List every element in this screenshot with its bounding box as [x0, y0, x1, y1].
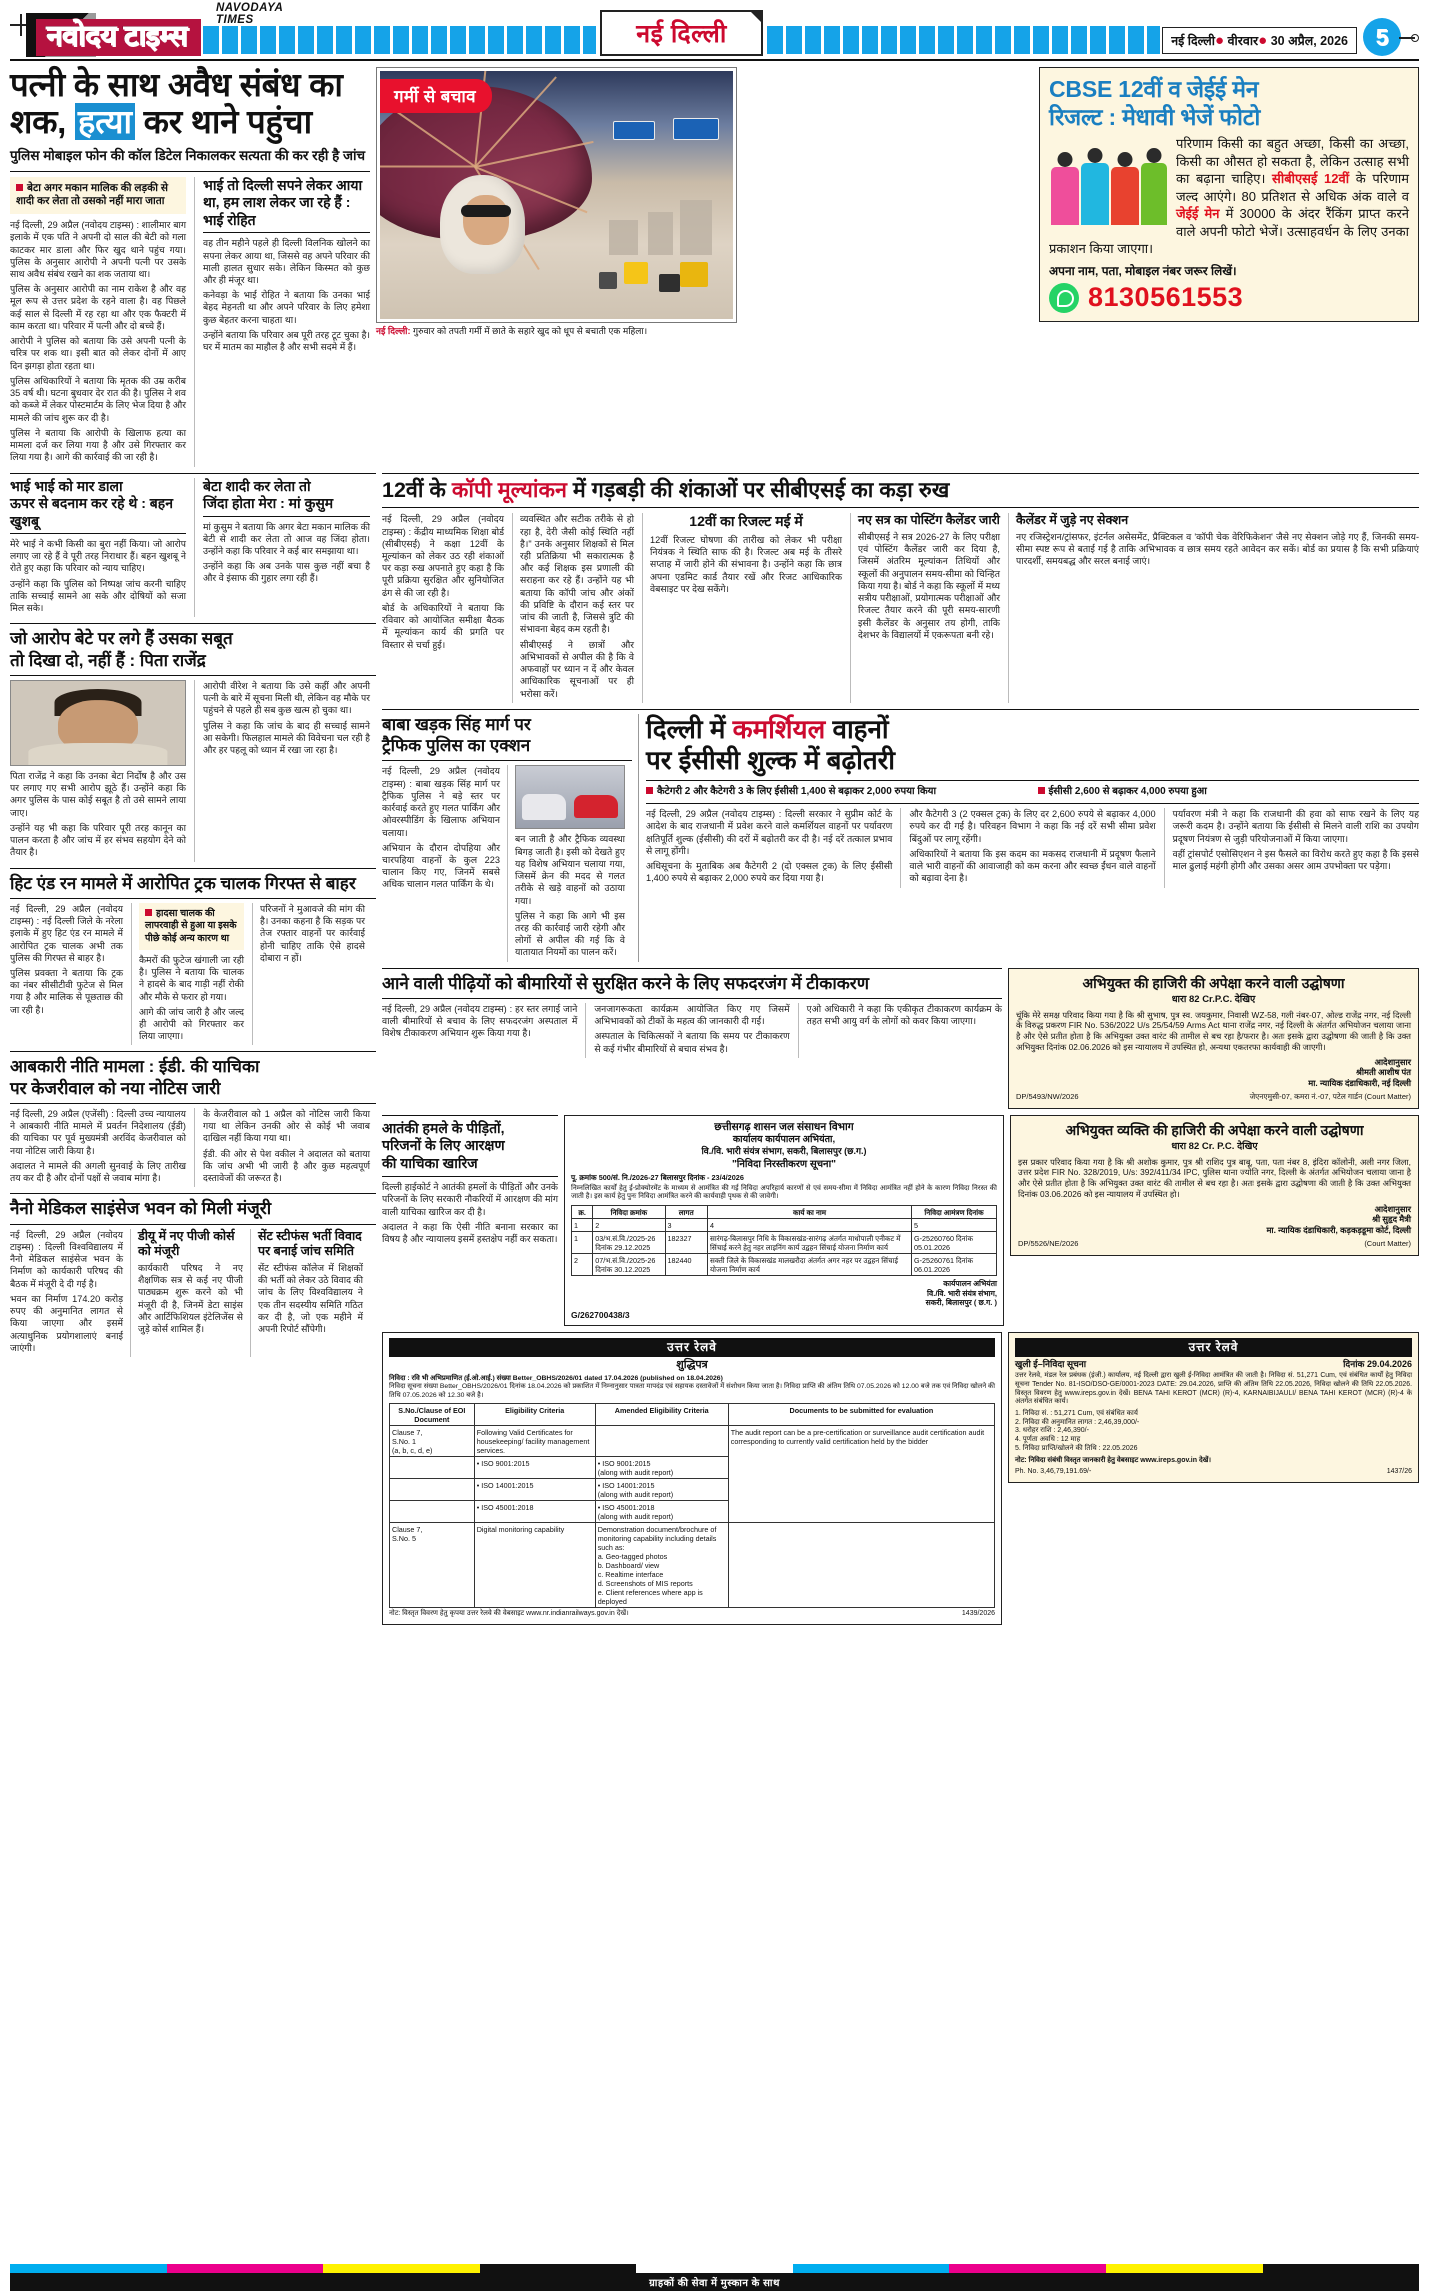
dateline-city: नई दिल्ली	[1171, 34, 1216, 48]
tender-cg-ref: G/262700438/3	[571, 1309, 630, 1320]
cbse-ad-title-line1: CBSE 12वीं व जेईई मेन	[1049, 76, 1259, 102]
cmyk-black-2	[1263, 2264, 1420, 2273]
photo-badge: गर्मी से बचाव	[380, 79, 492, 113]
baba-col2: बन जाती है और ट्रैफिक व्यवस्था बिगड़ जाती है। इसी को देखते हुए यह विशेष अभियान चलाया गया, जिसमें क्रेन की मदद से गलत तरीके से खड़े वाहनों को उठाया गया। पुलिस ने कहा कि आगे भी इस तरह की कार्रवाई जारी रहेगी और लोगों से अपील की गई कि वे यातायात नियमों का पालन करें।	[515, 834, 625, 958]
hitrun-headline: हिट एंड रन मामले में आरोपित ट्रक चालक गिरफ्त से बाहर	[10, 873, 356, 893]
copy-eval-box-text: 12वीं रिजल्ट घोषणा की तारीख को लेकर भी परीक्षा नियंत्रक ने स्थिति साफ की है। रिजल्ट अब मई के तीसरे सप्ताह में जारी होने की संभावना है। उन्होंने कहा कि छात्र अपना एडमिट कार्ड तैयार रखें और रिजट आधिकारिक वेबसाइट पर देख सकेंगे।	[650, 534, 842, 594]
rth-0: S.No./Clause of EOI Document	[390, 1404, 475, 1426]
rail2-date: दिनांक 29.04.2026	[1343, 1359, 1412, 1370]
court1-sign-2: श्रीमती आशीष पंत	[1356, 1067, 1411, 1078]
rail1-table	[389, 1403, 995, 1608]
lead-headline-line1: पत्नी के साथ अवैध संबंध का	[10, 66, 343, 103]
auto-rickshaw-1	[624, 262, 649, 284]
right-wide-area	[382, 473, 1419, 1626]
left-column-stack	[10, 473, 376, 1626]
nano-col2-head: डीयू में नए पीजी कोर्स को मंजूरी	[138, 1228, 235, 1259]
photo-frame	[376, 67, 737, 323]
table-header-row	[390, 1404, 995, 1426]
auto-rickshaw-2	[680, 262, 708, 287]
nano-headline: नैनो मेडिकल साइंसेज भवन को मिली मंजूरी	[10, 1199, 272, 1219]
story-nano-medical	[10, 1193, 376, 1357]
vaccination-col2: जनजागरूकता कार्यक्रम आयोजित किए गए जिसमें अभिभावकों को टीकों के महत्व की जानकारी दी गई। अस्पताल के चिकित्सकों ने बताया कि समय पर टीकाकरण से कई गंभीर बीमारियों से बचाव संभव है।	[594, 1003, 790, 1054]
masthead-bars-right	[767, 26, 1160, 54]
father-quote-col2: आरोपी वीरेश ने बताया कि उसे कहीं और अपनी पत्नी के बारे में सूचना मिली थी, लेकिन वह मौके पर पहुंचने से पहले ही सब कुछ खत्म हो चुका था। पुलिस ने कहा कि जांच के बाद ही सच्चाई सामने आ सकेगी। फिलहाल मामले की विवेचना चल रही है और हर पहलू को ध्यान में रखा जा रहा है।	[203, 680, 370, 756]
tender-cg-line1: छत्तीसगढ़ शासन जल संसाधन विभाग	[714, 1120, 854, 1133]
lead-kicker-box	[10, 177, 186, 214]
student-figure-3	[1111, 167, 1139, 225]
rail1-line2: निविदा सूचना संख्या Better_OBHS/2026/01 दिनांक 18.04.2026 को प्रकाशित में निम्नानुसार पात्रता मापदंड एवं सहायक दस्तावेजों में संशोधन किया जाता है। निविदा प्राप्ति की अंतिम तिथि 07.05.2026 को 12.00 बजे तक एवं निविदा खोलने की तिथि 07.05.2026 को 12.30 बजे है।	[389, 1383, 995, 1399]
court2-body: इस प्रकार परिवाद किया गया है कि श्री अशोक कुमार, पुत्र श्री राशिद पुत्र बाबू, पता, पता नंबर 8, इंदिरा कॉलोनी, अली नगर जिला, उत्तर प्रदेश FIR No. 328/2019, U/s: 392/411/34 IPC, पुलिस थाना ज्योति नगर, दिल्ली के अंतर्गत अभियोजन चलाया जाना है और ऐसे प्रतीत होता है कि अभियुक्त उक्त वारंट की तामील से बच रहा है। अतः इसके द्वारा उद्घोषणा की जाती है कि उक्त अभियुक्त दिनांक 03.06.2026 को इस न्यायालय में उपस्थित हो।	[1018, 1156, 1411, 1199]
rail1-ref2: 1439/2026	[961, 1610, 995, 1618]
excise-col1: नई दिल्ली, 29 अप्रैल (एजेंसी) : दिल्ली उच्च न्यायालय ने आबकारी नीति मामले में प्रवर्तन निदेशालय (ईडी) की याचिका पर पूर्व मुख्यमंत्री अरविंद केजरीवाल को नया नोटिस जारी किया है। अदालत ने मामले की अगली सुनवाई के लिए तारीख तय कर दी है और दोनों पक्षों से जवाब मांगा है।	[10, 1108, 186, 1184]
table-colnum-row: 1 2 3 4 5	[572, 1219, 997, 1232]
students-illustration	[1049, 137, 1169, 225]
whatsapp-icon	[1049, 283, 1079, 313]
court2-sign-2: श्री सुहृद मैत्री	[1372, 1214, 1411, 1225]
tender-cg-wrap	[564, 1115, 1004, 1326]
court1-sign-3: मा. न्यायिक दंडाधिकारी, नई दिल्ली	[1308, 1078, 1411, 1089]
dateline-day: वीरवार	[1227, 34, 1259, 48]
table-row: • ISO 9001:2015 • ISO 9001:2015 (along with audit report)	[390, 1457, 995, 1479]
top-block	[10, 67, 1419, 467]
rail1-title: उत्तर रेलवे	[389, 1338, 995, 1357]
table-row: Clause 7, S.No. 5 Digital monitoring capability Demonstration document/brochure of monitoring capability including details such as: a. Geo-tagged photos b. Dashboard/ view c. Realtime interface d. Screenshots of MIS reports e. Client references where app is deployed	[390, 1523, 995, 1608]
dateline: नई दिल्ली● वीरवार● 30 अप्रैल, 2026	[1162, 27, 1357, 54]
rail-advertisement-2[interactable]	[1008, 1332, 1419, 1483]
lead-story	[10, 67, 370, 467]
cbse-ad-title-line2: रिजल्ट : मेधावी भेजें फोटो	[1049, 103, 1261, 130]
lead-headline-highlight: हत्या	[75, 103, 135, 140]
nano-col2: कार्यकारी परिषद ने नए शैक्षणिक सत्र से कई नए पीजी पाठ्यक्रम शुरू करने को भी मंजूरी दी है, जिनमें डेटा साइंस और आर्टिफिशियल इंटेलिजेंस से जुड़े कोर्स शामिल हैं।	[138, 1262, 243, 1335]
nano-col3-head: सेंट स्टीफंस भर्ती विवाद पर बनाई जांच समिति	[258, 1228, 362, 1259]
rail-ad-1-wrap	[382, 1332, 1002, 1625]
copy-eval-side2-title: कैलेंडर में जुड़े नए सेक्शन	[1016, 513, 1129, 528]
fourth-row	[382, 968, 1419, 1109]
table-row: 1 03/भ.सं.वि./2025-26 दिनांक 29.12.2025 182327 सारंगढ़-बिलासपुर निधि के विकासखंड-सारंगढ़ अंतर्गत माधोपाली एनीकट में सिंचाई करने हेतु नहर लाइनिंग कार्य उद्वहन सिंचाई योजना निर्माण कार्य G-25260760 दिनांक 05.01.2026	[572, 1232, 997, 1254]
hitrun-kicker: हादसा चालक की लापरवाही से हुआ या इसके पीछे कोई अन्य कारण था	[139, 903, 244, 950]
story-excise-policy	[10, 1051, 376, 1187]
copy-eval-side2-text: नए रजिस्ट्रेशन/ट्रांसफर, इंटर्नल असेसमेंट, प्रैक्टिकल व 'कॉपी चेक वेरिफिकेशन' जैसे नए सेक्शन जोड़े गए हैं, जिनकी समय-सीमा स्पष्ट रूप से बताई गई है ताकि अभिभावक व छात्र समय रहते आवेदन कर सकें। बोर्ड का प्रयास है कि सभी प्रक्रियाएं पारदर्शी, समयबद्ध और सरल बनाई जाएं।	[1016, 531, 1419, 567]
footer-slogan: ग्राहकों की सेवा में मुस्कान के साथ	[10, 2273, 1419, 2291]
masthead	[10, 2, 1419, 56]
table-row: • ISO 45001:2018 • ISO 45001:2018 (along with audit report)	[390, 1501, 995, 1523]
masthead-bars-left	[203, 26, 596, 54]
terror-headline: आतंकी हमले के पीड़ितों, परिजनों के लिए आरक्षण की याचिका खारिज	[382, 1119, 505, 1171]
tender-cg-sign-3: सकरी, बिलासपुर ( छ.ग. )	[925, 1298, 997, 1308]
cmyk-yellow	[323, 2264, 480, 2273]
logo-english-name: NAVODAYA TIMES	[216, 2, 283, 26]
logo-hindi-name: नवोदय टाइम्स	[36, 19, 201, 56]
tender-cg-sign-1: कार्यपालन अभियंता	[943, 1279, 997, 1289]
rail2-title: उत्तर रेलवे	[1015, 1338, 1412, 1357]
tender-cg-line4: "निविदा निरस्तीकरण सूचना"	[732, 1158, 836, 1170]
photo-caption	[376, 326, 737, 338]
page-tick-marks	[1403, 18, 1419, 56]
copy-eval-col1: नई दिल्ली, 29 अप्रैल (नवोदय टाइम्स) : केंद्रीय माध्यमिक शिक्षा बोर्ड (सीबीएसई) ने कक्षा 12वीं के मूल्यांकन को लेकर उठ रही शंकाओं पर कड़ा रुख अपनाते हुए कहा है कि पूरी प्रक्रिया सुरक्षित और सुनियोजित ढंग से की जा रही है। बोर्ड के अधिकारियों ने बताया कि रविवार को आयोजित समीक्षा बैठक में मूल्यांकन कार्य की प्रगति पर विस्तार से चर्चा हुई।	[382, 514, 504, 650]
table-row: Clause 7, S.No. 1 (a, b, c, d, e) Following Valid Certificates for housekeeping/ facility management services. The audit report can be a pre-certification or surveillance audit certification audit corresponding to currently valid certification held by the bidder	[390, 1426, 995, 1457]
court1-body: चूंकि मेरे समक्ष परिवाद किया गया है कि श्री सुभाष, पुत्र स्व. जयकुमार, निवासी WZ-58, गली नंबर-07, ओल्ड राजेंद्र नगर, नई दिल्ली के विरुद्ध प्रकरण FIR No. 536/2022 U/s 25/54/59 Arms Act थाना राजेंद्र नगर, नई दिल्ली के अंतर्गत अभियोजन चलाया जाना है और ऐसे प्रतीत होता है कि अभियुक्त उक्त वारंट की तामील से बच रहा है/फरार है। अतः इसके द्वारा उद्घोषणा की जाती है कि उक्त अभियुक्त दिनांक 02.06.2026 को इस न्यायालय में उपस्थित हो, अन्यथा एकतरफा कार्यवाही की जाएगी।	[1016, 1009, 1411, 1052]
whatsapp-number[interactable]: 8130561553	[1088, 282, 1244, 313]
third-row	[382, 709, 1419, 962]
copy-eval-side1-text: सीबीएसई ने सत्र 2026-27 के लिए परीक्षा एवं पोस्टिंग कैलेंडर जारी कर दिया है, जिसमें अंतरिम मूल्यांकन तिथियों और स्कूलों की अनुपालन समय-सीमा को चिन्हित किया गया है। बोर्ड ने कहा कि स्कूलों में मध्य सत्रीय परीक्षाओं, प्रयोगात्मक परीक्षाओं और रिजल्ट तैयार करने की पूरी समय-सारणी इसी कैलेंडर के अनुसार तय होगी, ताकि देशभर के विद्यालयों में एकरूपता बनी रहे।	[858, 531, 1000, 640]
photo-caption-text: गुरुवार को तपती गर्मी में छाते के सहारे खुद को धूप से बचाती एक महिला।	[413, 326, 648, 336]
student-figure-2	[1081, 163, 1109, 225]
tender-cg-table	[571, 1205, 997, 1276]
cmyk-magenta-2	[949, 2264, 1106, 2273]
rth-2: Amended Eligibility Criteria	[595, 1404, 728, 1426]
court2-title: अभियुक्त व्यक्ति की हाजिरी की अपेक्षा करने वाली उद्घोषणा	[1065, 1121, 1364, 1138]
rail1-line1: निविदा : रवि भी अभिप्रमाणित (ई.ओ.आई.) संख्या Better_OBHS/2026/01 dated 17.04.2026 (published on 18.04.2026)	[389, 1374, 723, 1382]
top-right-block	[743, 67, 1419, 467]
road-sign-1	[613, 121, 655, 141]
rail2-note: नोट: निविदा संबंधी विस्तृत जानकारी हेतु वेबसाइट www.ireps.gov.in देखें।	[1015, 1456, 1212, 1464]
rail2-lines: 1. निविदा सं. : 51,271 Cum, एवं संबंधित कार्य 2. निविदा की अनुमानित लागत : 2,46,39,000/- 3. धरोहर राशि : 2,46,390/- 4. पूर्णता अवधि : 12 माह 5. निविदा प्राप्ति/खोलने की तिथि : 22.05.2026	[1015, 1409, 1140, 1452]
cbse-ad-red-2: जेईई मेन	[1176, 206, 1220, 222]
rail1-sub: शुद्धिपत्र	[676, 1359, 708, 1372]
tender-cg-note: निम्नलिखित कार्यों हेतु ई-प्रोक्योरमेंट के माध्यम से आमंत्रित की गई निविदा अपरिहार्य कारणों से एवं समय-सीमा में निविदा आमंत्रित नहीं होने के कारण निविदा निरस्त की जाती है। इस कार्य हेतु पुनः निविदा आमंत्रित करने की कार्यवाही पृथक से की जावेगी।	[571, 1184, 997, 1201]
rail2-ref: 1437/26	[1386, 1468, 1412, 1476]
lead-col2: वह तीन महीने पहले ही दिल्ली विलनिक खोलने का सपना लेकर आया था, जिससे वह अपने परिवार की माली हालत सुधार सके। लेकिन किस्मत को कुछ और ही मंजूर था। कनेवड़ा के भाई रोहित ने बताया कि उनका भाई बेहद मेहनती था और अपने परिवार के लिए हमेशा कुछ बेहतर करना चाहता था। उन्होंने बताया कि परिवार अब पूरी तरह टूट चुका है। घर में मातम का माहौल है और सभी सदमे में हैं।	[203, 238, 370, 353]
student-figure-1	[1051, 167, 1079, 225]
whatsapp-row[interactable]	[1049, 282, 1409, 313]
bullet-square-icon	[16, 184, 23, 191]
court1-sub: धारा 82 Cr.P.C. देखिए	[1171, 994, 1256, 1006]
story-terror-reservation	[382, 1115, 558, 1326]
rail2-body: उत्तर रेलवे, मंडल रेल प्रबंधक (इंजी.) कार्यालय, नई दिल्ली द्वारा खुली ई-निविदा आमंत्रित की जाती है। निविदा सं. 51,271 Cum, एवं संबंधित कार्यों हेतु निविदा सूचना Tender No. 81-ISO/DSO-GE/0001-2023 DATE: 29.04.2026, प्राप्ति की अंतिम तिथि 22.05.2026, निविदा खोलने की तिथि 22.05.2026. विस्तृत विवरण हेतु www.ireps.gov.in देखें। BENA TAHI KEROT (MCR) (R)-4, KARNAIBIJAULI/ BENA TAHI KEROT (MCR) (R)-4 के अंतर्गत संबंधित कार्य।	[1015, 1372, 1412, 1406]
road-sign-2	[673, 118, 719, 140]
vaccination-col3: एओ अधिकारी ने कहा कि एकीकृत टीकाकरण कार्यक्रम के तहत सभी आयु वर्ग के लोगों को कवर किया जाएगा।	[806, 1003, 1002, 1027]
court2-sign-3: मा. न्यायिक दंडाधिकारी, कड़कड़डूमा कोर्ट, दिल्ली	[1266, 1225, 1411, 1236]
th-4: निविदा आमंत्रण दिनांक	[912, 1206, 997, 1219]
copy-eval-box-title: 12वीं का रिजल्ट मई में	[689, 513, 803, 530]
rail2-sub: खुली ई–निविदा सूचना	[1015, 1359, 1087, 1370]
ecc-bullet-2: ईसीसी 2,600 से बढ़ाकर 4,000 रुपया हुआ	[1038, 785, 1420, 798]
court2-sign-1: आदेशानुसार	[1374, 1203, 1411, 1214]
th-1: निविदा क्रमांक	[593, 1206, 665, 1219]
nano-col3: सेंट स्टीफंस कॉलेज में शिक्षकों की भर्ती को लेकर उठे विवाद की जांच के लिए विश्वविद्यालय ने एक तीन सदस्यीय समिति गठित कर दी है, जो एक महीने में अपनी रिपोर्ट सौंपेगी।	[258, 1262, 363, 1335]
subhead-col-b: बेटा शादी कर लेता तो जिंदा होता मेरा : मां कुसुम	[203, 477, 334, 512]
dateline-date: 30 अप्रैल, 2026	[1270, 34, 1348, 48]
masthead-logo	[36, 2, 283, 56]
story-father-quote	[10, 623, 376, 861]
copy-eval-headline: 12वीं के कॉपी मूल्यांकन में गड़बड़ी की शंकाओं पर सीबीएसई का कड़ा रुख	[382, 477, 950, 502]
cbse-ad-wrap	[1039, 67, 1419, 467]
woman-face	[463, 195, 509, 245]
page-number: 5	[1363, 18, 1401, 56]
copy-eval-side1-title: नए सत्र का पोस्टिंग कैलेंडर जारी	[858, 513, 1000, 528]
court-notice-1[interactable]	[1008, 968, 1419, 1109]
th-2: लागत	[665, 1206, 708, 1219]
cbse-ad-body	[1049, 135, 1409, 258]
sunglasses-shape	[461, 205, 510, 217]
tender-cg-sign-2: वि./वि. भारी संयंत्र संभाग,	[927, 1288, 997, 1298]
court1-title: अभियुक्त की हाजिरी की अपेक्षा करने वाली उद्घोषणा	[1082, 974, 1345, 991]
lead-col1: नई दिल्ली, 29 अप्रैल (नवोदय टाइम्स) : शालीमार बाग इलाके में एक पति ने अपनी दो साल की बेटी को गला काटकर मार डाला और फिर खुद थाने पहुंच गया। पुलिस के अनुसार आरोपी ने अपनी पत्नी पर उसके साथ अवैध संबंध रखने का शक जताया था। पुलिस के अनुसार आरोपी का नाम राकेश है और वह मूल रूप से उत्तर प्रदेश के रहने वाला है। वह पिछले कई साल से दिल्ली में रह रहा था और एक फैक्टरी में काम करता था। परिवार में पत्नी और दो बच्चे हैं। आरोपी ने पुलिस को बताया कि उसे अपनी पत्नी के चरित्र पर शक था। इसी बात को लेकर दोनों में आए दिन झगड़ा होता रहता था। पुलिस अधिकारियों ने बताया कि मृतक की उम्र करीब 35 वर्ष थी। घटना बुधवार देर रात की है। पुलिस ने शव को कब्जे में लेकर पोस्टमार्टम के लिए भेज दिया है और मामले की जांच शुरू कर दी है। पुलिस ने बताया कि आरोपी के खिलाफ हत्या का मामला दर्ज कर लिया गया है और उसे गिरफ्तार कर लिया गया है। आगे की कार्रवाई की जा रही है।	[10, 220, 186, 463]
vaccination-and-terror	[382, 968, 1002, 1109]
vaccination-col1: नई दिल्ली, 29 अप्रैल (नवोदय टाइम्स) : हर स्तर लगाई जाने वाली बीमारियों से बचाव के लिए सफदरजंग अस्पताल में विशेष टीकाकरण अभियान शुरू किया गया है।	[382, 1003, 578, 1039]
cbse-ad-text-a: परिणाम किसी का बहुत अच्छा, किसी का अच्छा, किसी का औसत हो सकता है, लेकिन उत्साह सभी का बढ़ाना चाहिए।	[1176, 136, 1409, 187]
tender-cg-line5: पू. क्रमांक 500/सं. नि./2026-27 बिलासपुर दिनांक - 23/4/2026	[571, 1173, 744, 1183]
court2-sub: धारा 82 Cr. P.C. देखिए	[1171, 1141, 1258, 1153]
story-hit-and-run	[10, 868, 376, 1046]
court1-sign-1: आदेशानुसार	[1374, 1056, 1411, 1067]
rail2-phone: Ph. No. 3,46,79,191.69/-	[1015, 1468, 1092, 1476]
table-row: • ISO 14001:2015 • ISO 14001:2015 (along with audit report)	[390, 1479, 995, 1501]
cbse-ad-text-c: में 30000 के अंदर रैंकिंग प्राप्त करने वाले अपनी फोटो भेजें। उत्साहवर्धन के लिए उनका प्रकाशन किया जाएगा।	[1049, 206, 1409, 257]
excise-col2: के केजरीवाल को 1 अप्रैल को नोटिस जारी किया गया था लेकिन उनकी ओर से कोई भी जवाब दाखिल नहीं किया गया था। ईडी. की ओर से पेश वकील ने अदालत को बताया कि जांच अभी भी जारी है और कुछ महत्वपूर्ण दस्तावेजों की जरूरत है।	[203, 1108, 370, 1184]
terror-col: दिल्ली हाईकोर्ट ने आतंकी हमलों के पीड़ितों और उनके परिजनों के लिए सरकारी नौकरियों में आरक्षण की मांग वाली याचिका खारिज कर दी है। अदालत ने कहा कि ऐसी नीति बनाना सरकार का विषय है और न्यायालय इसमें हस्तक्षेप नहीं कर सकता।	[382, 1182, 558, 1245]
cmyk-yellow-2	[1106, 2264, 1263, 2273]
cbse-ad-red-1: सीबीएसई 12वीं	[1272, 171, 1350, 187]
lead-kicker-text: बेटा अगर मकान मालिक की लड़की से शादी कर लेता तो उसको नहीं मारा जाता	[16, 181, 168, 208]
city-edition-label: नई दिल्ली	[636, 20, 727, 48]
cmyk-cyan	[10, 2264, 167, 2273]
tender-cg-line3: वि./वि. भारी संयंत्र संभाग, सकरी, बिलासपुर (छ.ग.)	[701, 1145, 867, 1156]
rail1-footer: नोट: विस्तृत विवरण हेतु कृपया उत्तर रेलवे की वेबसाइट www.nr.indianrailways.gov.in देखें।	[389, 1610, 629, 1618]
city-edition-tab	[600, 10, 763, 56]
bullet-square-icon	[646, 787, 653, 794]
rth-3: Documents to be submitted for evaluation	[728, 1404, 994, 1426]
th-3: कार्य का नाम	[708, 1206, 912, 1219]
tender-cg-line2: कार्यालय कार्यपालन अभियंता,	[732, 1133, 836, 1145]
lead-subhead: पुलिस मोबाइल फोन की कॉल डिटेल निकालकर सत्यता की कर रही है जांच	[10, 147, 366, 163]
rth-1: Eligibility Criteria	[474, 1404, 595, 1426]
copy-eval-col2: व्यवस्थित और सटीक तरीके से हो रहा है, देरी जैसी कोई स्थिति नहीं है।" उनके अनुसार शिक्षकों से मिल रही प्रतिक्रिया भी सकारात्मक है और कई शिक्षक इस प्रणाली की सराहना कर रहे हैं। उन्होंने यह भी बताया कि कॉपी जांच और अंकों की प्रविष्टि के दौरान कई स्तर पर जांच की जाती है, जिससे त्रुटि की संभावना बेहद कम रहती है। सीबीएसई ने छात्रों और अभिभावकों से अपील की है कि वे अफवाहों पर ध्यान न दें और केवल आधिकारिक सूचनाओं पर ही भरोसा करें।	[520, 514, 634, 699]
court1-ref: DP/5493/NW/2026	[1016, 1091, 1079, 1101]
heat-protection-photo	[380, 71, 733, 319]
lead-headline	[10, 67, 370, 141]
lead-col2-headline: भाई तो दिल्ली सपने लेकर आया था, हम लाश लेकर जा रहे हैं : भाई रोहित	[203, 176, 363, 228]
court-notice-1-wrap	[1008, 968, 1419, 1109]
table-row: 2 07/भ.सं.वि./2025-26 दिनांक 30.12.2025 182440 सक्ती जिले के विकासखंड मालखरौदा अंतर्गत अगर नहर पर उद्वहन सिंचाई योजना निर्माण कार्य G-25260761 दिनांक 06.01.2026	[572, 1254, 997, 1276]
subhead-col-a: भाई भाई को मार डाला ऊपर से बदनाम कर रहे थे : बहन खुशबू	[10, 477, 173, 529]
th-0: क्र.	[572, 1206, 593, 1219]
traffic-action-photo	[515, 765, 625, 829]
subhead-col-a-text: मेरे भाई ने कभी किसी का बुरा नहीं किया। जो आरोप लगाए जा रहे हैं वे पूरी तरह निराधार हैं। बहन खुशबू ने रोते हुए कहा कि परिवार को न्याय चाहिए। उन्होंने कहा कि पुलिस को निष्पक्ष जांच करनी चाहिए ताकि सच्चाई सामने आ सके और दोषियों को सजा मिल सके।	[10, 539, 186, 614]
court-notice-2-wrap	[1010, 1115, 1419, 1326]
subhead-col-b-text: मां कुसुम ने बताया कि अगर बेटा मकान मालिक की बेटी से शादी कर लेता तो आज वह जिंदा होता। उन्होंने कहा कि परिवार ने कई बार समझाया था। उन्होंने कहा कि अब उनके पास कुछ नहीं बचा है और वे इंसाफ की गुहार लगा रही हैं।	[203, 521, 370, 584]
vaccination-headline: आने वाली पीढ़ियों को बीमारियों से सुरक्षित करने के लिए सफदरजंग में टीकाकरण	[382, 973, 870, 993]
excise-headline: आबकारी नीति मामला : ईडी. की याचिका पर केजरीवाल को नया नोटिस जारी	[10, 1057, 260, 1098]
baba-headline: बाबा खड़क सिंह मार्ग पर ट्रैफिक पुलिस का एक्शन	[382, 714, 531, 756]
hitrun-col3: परिजनों ने मुआवजे की मांग की है। उनका कहना है कि सड़क पर तेज रफ्तार वाहनों पर कार्रवाई होनी चाहिए ताकि ऐसे हादसे दोबारा न हों।	[260, 903, 365, 963]
cmyk-magenta	[167, 2264, 324, 2273]
photo-caption-lead: नई दिल्ली:	[376, 326, 411, 336]
court2-ref2: (Court Matter)	[1364, 1239, 1411, 1249]
tender-chhattisgarh[interactable]	[564, 1115, 1004, 1326]
lead-headline-line2: शक, हत्या कर थाने पहुंचा	[10, 102, 312, 140]
ecc-col2: और कैटेगरी 3 (2 एक्सल ट्रक) के लिए दर 2,600 रुपये से बढ़ाकर 4,000 रुपये कर दी गई है। परिवहन विभाग ने कहा कि नई दरें सभी सीमा प्रवेश बिंदुओं पर लागू रहेंगी। अधिकारियों ने बताया कि इस कदम का मकसद राजधानी में प्रदूषण फैलाने वाले भारी वाहनों की आवाजाही को कम करना और स्वच्छ ईंधन वाले वाहनों को बढ़ावा देना है।	[909, 809, 1156, 884]
story-vaccination	[382, 968, 1002, 1058]
story-copy-evaluation	[382, 473, 1419, 703]
sixth-row	[382, 1332, 1419, 1625]
cbse-ad-note: अपना नाम, पता, मोबाइल नंबर जरूर लिखें।	[1049, 264, 1237, 279]
cmyk-cyan-2	[793, 2264, 950, 2273]
fifth-row	[382, 1115, 1419, 1326]
lead-photo-block	[376, 67, 737, 467]
ecc-col3: पर्यावरण मंत्री ने कहा कि राजधानी की हवा को साफ रखने के लिए यह जरूरी कदम है। उन्होंने बताया कि ईसीसी से मिलने वाली राशि का उपयोग प्रदूषण नियंत्रण से जुड़ी परियोजनाओं में किया जाएगा। वहीं ट्रांसपोर्ट एसोसिएशन ने इस फैसले का विरोध करते हुए कहा है कि इससे माल ढुलाई महंगी होगी और उसका असर आम उपभोक्ता पर पड़ेगा।	[1172, 809, 1419, 872]
bullet-square-icon	[1038, 787, 1045, 794]
rail-advertisement-1[interactable]	[382, 1332, 1002, 1625]
court2-ref: DP/5526/NE/2026	[1018, 1239, 1079, 1249]
cmyk-gap	[636, 2264, 793, 2273]
motorcycle-2	[599, 272, 617, 289]
baba-col1: नई दिल्ली, 29 अप्रैल (नवोदय टाइम्स) : बाबा खड़क सिंह मार्ग पर ट्रैफिक पुलिस ने बड़े स्तर पर कार्रवाई करते हुए गलत पार्किंग और ओवरस्पीडिंग के खिलाफ अभियान चलाया। अभियान के दौरान दोपहिया और चारपहिया वाहनों के कुल 223 चालान किए गए, जिनमें सबसे अधिक चालान गलत पार्किंग के थे।	[382, 766, 500, 890]
cbse-ad-text-b: के परिणाम जल्द आएंगे। 80 प्रतिशत से अधिक अंक वाले व	[1176, 171, 1409, 204]
cmyk-color-bar	[10, 2264, 1419, 2273]
student-figure-4	[1141, 163, 1167, 225]
cmyk-black	[480, 2264, 637, 2273]
hitrun-col2: कैमरों की फुटेज खंगाली जा रही है। पुलिस ने बताया कि चालक ने हादसे के बाद गाड़ी नहीं रोकी और मौके से फरार हो गया। आगे की जांच जारी है और जल्द ही आरोपी को गिरफ्तार कर लिया जाएगा।	[139, 954, 244, 1042]
nano-col1: नई दिल्ली, 29 अप्रैल (नवोदय टाइम्स) : दिल्ली विश्वविद्यालय में नैनो मेडिकल साइंसेज भवन के निर्माण को कार्यकारी परिषद की बैठक में मंजूरी दे दी गई है। भवन का निर्माण 174.20 करोड़ रुपए की अनुमानित लागत से किया जाएगा और इसमें अत्याधुनिक प्रयोगशालाएं बनाई जाएंगी।	[10, 1229, 123, 1353]
motorcycle-1	[659, 274, 680, 291]
hitrun-col1: नई दिल्ली, 29 अप्रैल (नवोदय टाइम्स) : नई दिल्ली जिले के नरेला इलाके में हुए हिट एंड रन मामले में आरोपित ट्रक चालक अभी तक पुलिस की गिरफ्त से बाहर है। पुलिस प्रवक्ता ने बताया कि ट्रक का नंबर सीसीटीवी फुटेज से मिल गया है और मालिक से पूछताछ की जा रही है।	[10, 903, 123, 1015]
rail-ad-2-wrap	[1008, 1332, 1419, 1625]
court-notice-2[interactable]	[1010, 1115, 1419, 1256]
top-right-filler	[743, 67, 1033, 467]
father-quote-col1: पिता राजेंद्र ने कहा कि उनका बेटा निर्दोष है और उस पर लगाए गए सभी आरोप झूठे हैं। उन्होंने कहा कि अगर पुलिस के पास कोई सबूत है तो उसे सामने लाया जाए। उन्होंने यह भी कहा कि परिवार पूरी तरह कानून का पालन करता है और जांच में हर संभव सहयोग देने को तैयार है।	[10, 770, 186, 858]
ecc-headline: दिल्ली में कमर्शियल वाहनों पर ईसीसी शुल्क में बढ़ोतरी	[646, 713, 896, 775]
court1-ref2: जेएनएमुसी-07, कमरा नं.-07, पटेल गार्डन (Court Matter)	[1249, 1091, 1411, 1101]
father-portrait-photo	[10, 680, 186, 766]
story-ecc	[638, 714, 1419, 962]
page-footer	[10, 2264, 1419, 2291]
table-header-row	[572, 1206, 997, 1219]
second-block	[10, 473, 1419, 1626]
father-quote-headline: जो आरोप बेटे पर लगे हैं उसका सबूत तो दिखा दो, नहीं हैं : पिता राजेंद्र	[10, 629, 233, 670]
ecc-col1: नई दिल्ली, 29 अप्रैल (नवोदय टाइम्स) : दिल्ली सरकार ने सुप्रीम कोर्ट के आदेश के बाद राजधानी में प्रवेश करने वाले कमर्शियल वाहनों पर पर्यावरण क्षतिपूर्ति शुल्क (ईसीसी) की दरों में बढ़ोतरी कर दी है। नई दरें तत्काल प्रभाव से लागू होंगी। अधिसूचना के मुताबिक अब कैटेगरी 2 (दो एक्सल ट्रक) के लिए ईसीसी 1,400 रुपये से बढ़ाकर 2,000 रुपये कर दिया गया है।	[646, 809, 893, 884]
cbse-advertisement[interactable]	[1039, 67, 1419, 322]
ecc-bullet-1: कैटेगरी 2 और कैटेगरी 3 के लिए ईसीसी 1,400 से बढ़ाकर 2,000 रुपया किया	[646, 785, 1028, 798]
story-baba-kharak	[382, 714, 632, 962]
